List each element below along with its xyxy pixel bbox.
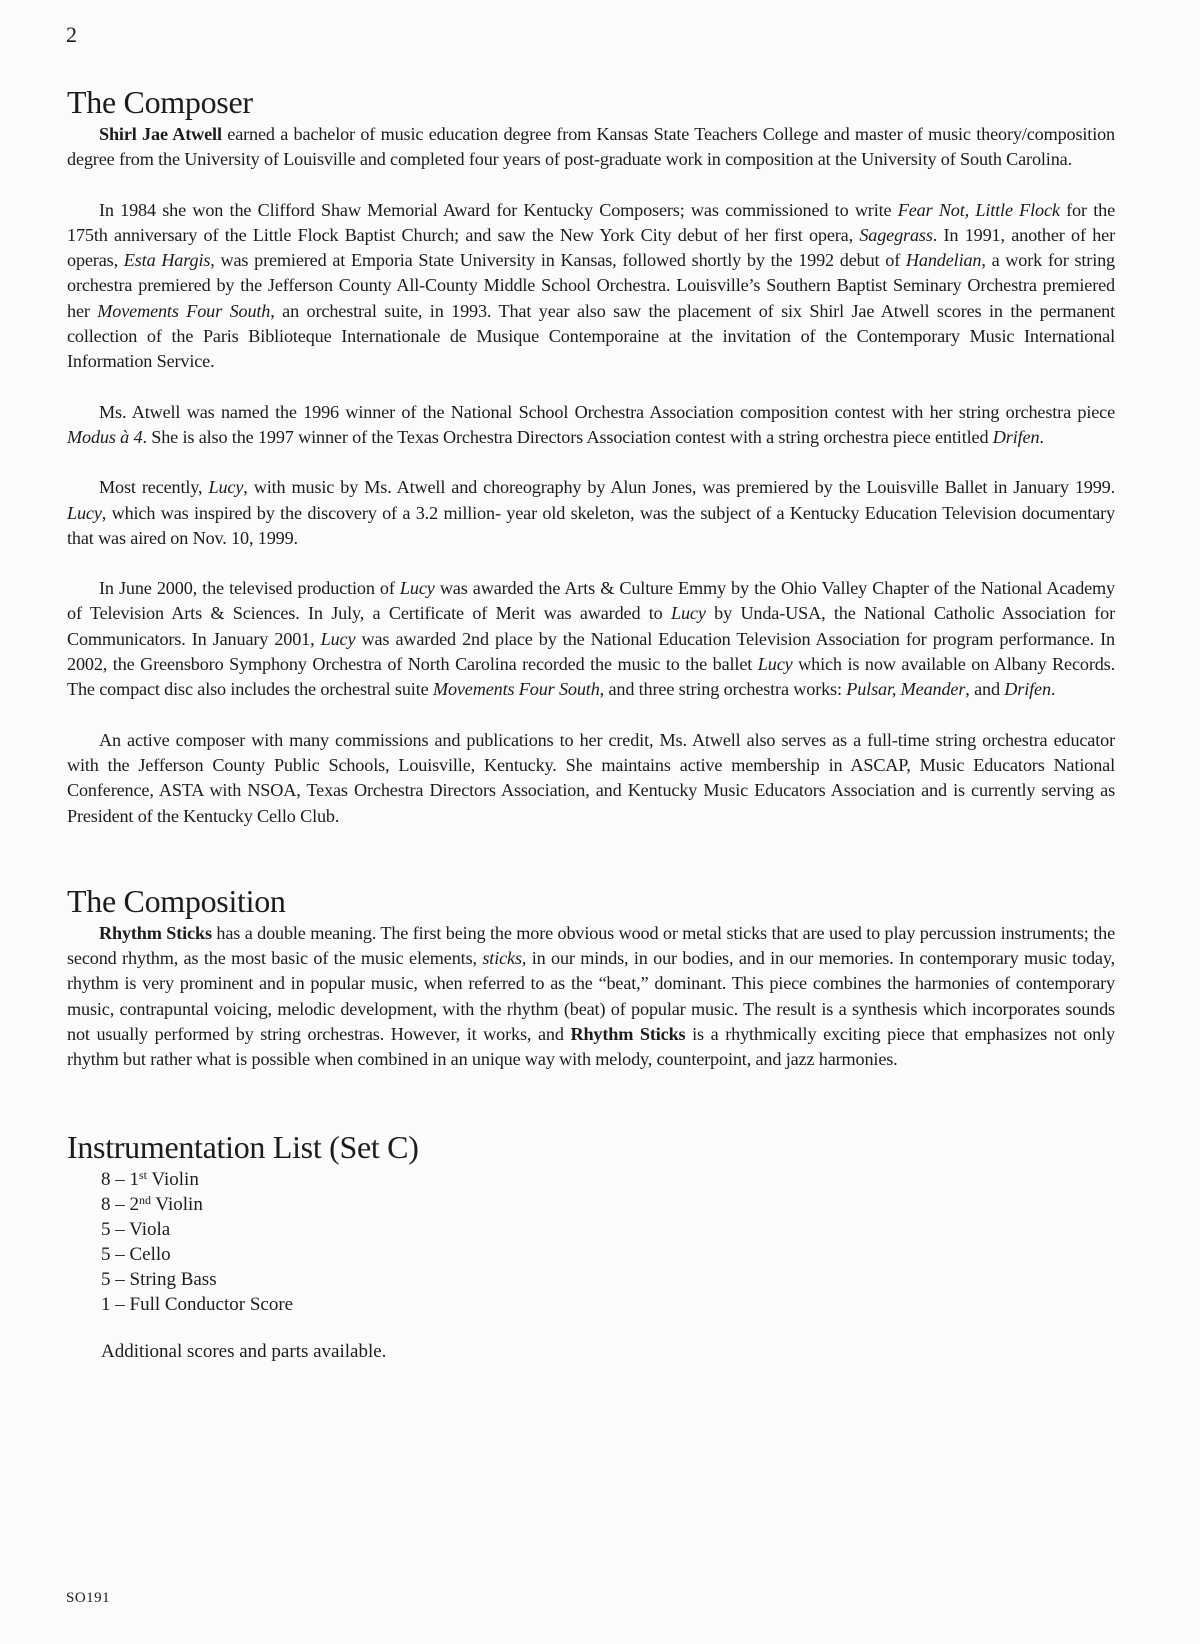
paragraph: Most recently, Lucy, with music by Ms. Atwell and choreography by Alun Jones, was premiered by the Louisville Ballet in January 1999. Lucy, which was inspired by the discovery of a 3.2 million- year old skeleton, was the subject of a Kentucky Education Television documentary that was aired on Nov. 10, 1999. bbox=[67, 477, 1115, 548]
composition-paragraphs bbox=[67, 921, 1115, 1073]
instrument-item: 8 – 2nd Violin bbox=[101, 1192, 203, 1215]
section-composer bbox=[67, 82, 1115, 829]
instrument-item: 1 – Full Conductor Score bbox=[101, 1293, 294, 1315]
composer-paragraphs bbox=[67, 122, 1115, 829]
document-body bbox=[67, 82, 1115, 1363]
availability-note: Additional scores and parts available. bbox=[101, 1340, 387, 1362]
page-number: 2 bbox=[66, 22, 77, 47]
heading-composer: The Composer bbox=[67, 84, 253, 120]
paragraph: An active composer with many commissions and publications to her credit, Ms. Atwell also serves as a full-time string orchestra educator with the Jefferson County Public Schools, Louisville, Kentucky. She maintains active membership in ASCAP, Music Educators National Conference, ASTA with NSOA, Texas Orchestra Directors Association, and Kentucky Music Educators Association and is currently serving as President of the Kentucky Cello Club. bbox=[67, 729, 1115, 826]
section-instrumentation bbox=[67, 1127, 1115, 1363]
instrument-item: 8 – 1st Violin bbox=[101, 1167, 199, 1190]
catalog-code: SO191 bbox=[66, 1590, 111, 1606]
paragraph: Ms. Atwell was named the 1996 winner of the National School Orchestra Association composition contest with her string orchestra piece Modus à 4. She is also the 1997 winner of the Texas Orchestra Directors Association contest with a string orchestra piece entitled Drifen. bbox=[67, 401, 1115, 447]
instrument-item: 5 – Cello bbox=[101, 1243, 171, 1265]
instrument-item: 5 – Viola bbox=[101, 1218, 171, 1240]
heading-composition: The Composition bbox=[67, 882, 286, 919]
paragraph: Rhythm Sticks has a double meaning. The first being the more obvious wood or metal sticks that are used to play percussion instruments; the second rhythm, as the most basic of the music elements, sticks, in our minds, in our bodies, and in our memories. In contemporary music today, rhythm is very prominent and in popular music, when referred to as the “beat,” dominant. This piece combines the harmonies of contemporary music, contrapuntal voicing, melodic development, with the rhythm (beat) of popular music. The result is a synthesis which incorporates sounds not usually performed by string orchestras. However, it works, and Rhythm Sticks is a rhythmically exciting piece that emphasizes not only rhythm but rather what is possible when combined in an unique way with melody, counterpoint, and jazz harmonies. bbox=[67, 922, 1115, 1070]
section-composition bbox=[67, 881, 1115, 1073]
instrumentation-list bbox=[67, 1167, 1115, 1317]
paragraph: In 1984 she won the Clifford Shaw Memorial Award for Kentucky Composers; was commissioned to write Fear Not, Little Flock for the 175th anniversary of the Little Flock Baptist Church; and saw the New York City debut of her first opera, Sagegrass. In 1991, another of her operas, Esta Hargis, was premiered at Emporia State University in Kansas, followed shortly by the 1992 debut of Handelian, a work for string orchestra premiered by the Jefferson County All-County Middle School Orchestra. Louisville’s Southern Baptist Seminary Orchestra premiered her Movements Four South, an orchestral suite, in 1993. That year also saw the placement of six Shirl Jae Atwell scores in the permanent collection of the Paris Biblioteque Internationale de Musique Contemporaine at the invitation of the Contemporary Music International Information Service. bbox=[67, 199, 1116, 372]
instrument-item: 5 – String Bass bbox=[101, 1268, 217, 1290]
paragraph: Shirl Jae Atwell earned a bachelor of music education degree from Kansas State Teachers College and master of music theory/composition degree from the University of Louisville and completed four years of post-graduate work in composition at the University of South Carolina. bbox=[67, 124, 1115, 170]
heading-instrumentation: Instrumentation List (Set C) bbox=[67, 1128, 419, 1165]
paragraph: In June 2000, the televised production of Lucy was awarded the Arts & Culture Emmy by the Ohio Valley Chapter of the National Academy of Television Arts & Sciences. In July, a Certificate of Merit was awarded to Lucy by Unda-USA, the National Catholic Association for Communicators. In January 2001, Lucy was awarded 2nd place by the National Education Television Association for program performance. In 2002, the Greensboro Symphony Orchestra of North Carolina recorded the music to the ballet Lucy which is now available on Albany Records. The compact disc also includes the orchestral suite Movements Four South, and three string orchestra works: Pulsar, Meander, and Drifen. bbox=[67, 578, 1115, 700]
